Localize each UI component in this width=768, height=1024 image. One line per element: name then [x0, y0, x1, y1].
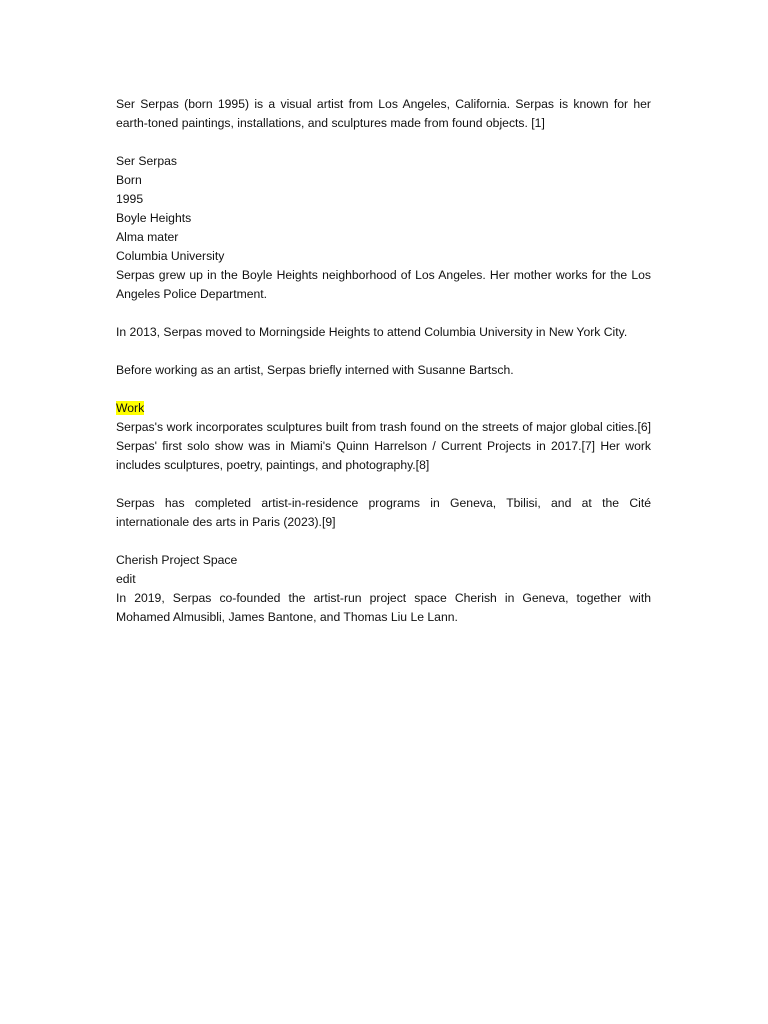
- education-paragraph: In 2013, Serpas moved to Morningside Heights to attend Columbia University in New York City.: [116, 325, 628, 339]
- blank-line: [116, 532, 651, 551]
- before-art-paragraph: Before working as an artist, Serpas briefly interned with Susanne Bartsch.: [116, 363, 514, 377]
- work-heading-line: [116, 399, 651, 418]
- edit-label: edit: [116, 572, 136, 586]
- infobox-name: Ser Serpas: [116, 154, 177, 168]
- blank-line: [116, 133, 651, 152]
- work-heading: Work: [116, 401, 145, 415]
- cherish-heading: Cherish Project Space: [116, 553, 238, 567]
- blank-line: [116, 380, 651, 399]
- work-paragraph: Serpas's work incorporates sculptures built from trash found on the streets of major global cities.[6] Serpas' first solo show was in Miami's Quinn Harrelson / Current Projects in 2017.[7] Her work includes sculptures, poetry, paintings, and photography.[8]: [116, 420, 651, 472]
- early-life-paragraph: Serpas grew up in the Boyle Heights neighborhood of Los Angeles. Her mother works for the Los Angeles Police Department.: [116, 268, 651, 301]
- intro-paragraph: Ser Serpas (born 1995) is a visual artist from Los Angeles, California. Serpas is known for her earth-toned paintings, installations, and sculptures made from found objects. [1]: [116, 97, 651, 130]
- blank-line: [116, 475, 651, 494]
- infobox-born-label: Born: [116, 173, 142, 187]
- blank-line: [116, 342, 651, 361]
- infobox-born-place: Boyle Heights: [116, 211, 192, 225]
- infobox-alma-mater: Columbia University: [116, 249, 225, 263]
- residencies-paragraph: Serpas has completed artist-in-residence programs in Geneva, Tbilisi, and at the Cité internationale des arts in Paris (2023).[9]: [116, 496, 651, 529]
- blank-line: [116, 304, 651, 323]
- infobox-born-year: 1995: [116, 192, 144, 206]
- cherish-paragraph: In 2019, Serpas co-founded the artist-run project space Cherish in Geneva, together with Mohamed Almusibli, James Bantone, and Thomas Liu Le Lann.: [116, 591, 651, 624]
- infobox-alma-mater-label: Alma mater: [116, 230, 179, 244]
- document-body: [116, 95, 651, 627]
